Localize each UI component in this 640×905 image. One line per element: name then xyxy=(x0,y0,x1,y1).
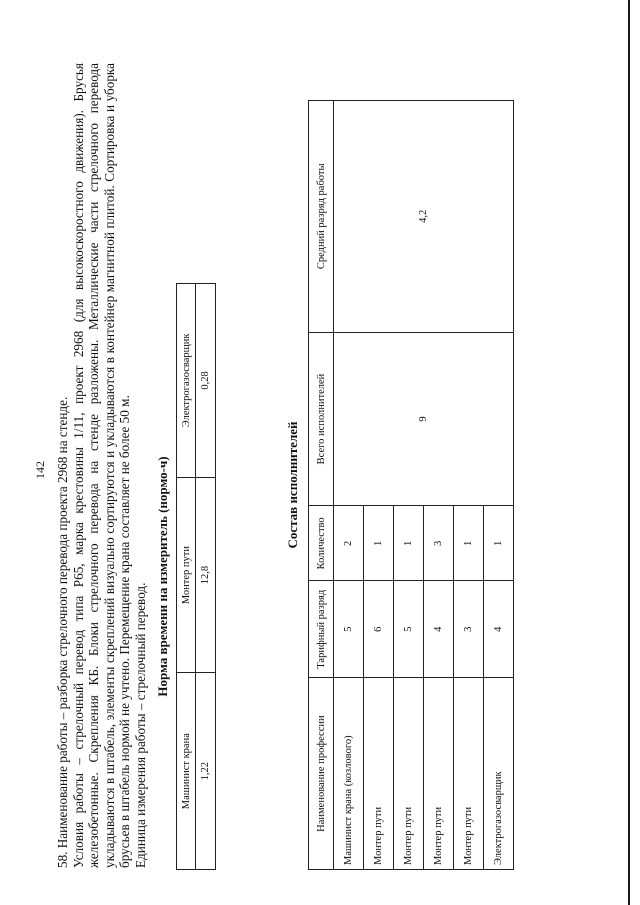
norm-header: Монтер пути xyxy=(177,477,196,673)
profession-cell: Монтер пути xyxy=(424,678,454,870)
count-cell: 1 xyxy=(484,506,514,581)
profession-cell: Монтер пути xyxy=(454,678,484,870)
grade-cell: 3 xyxy=(454,581,484,678)
staff-table xyxy=(308,100,514,870)
grade-cell: 5 xyxy=(334,581,364,678)
staff-header: Количество xyxy=(309,506,334,581)
work-conditions: Условия работы – стрелочный перевод типа Р65, марка крестовины 1/11, проект 2968 (для высокоскоростного движения). Брусья железобетонные. Скрепления КБ. Блоки стрелочного перевода на стенде разложены. Металлические части стрелочного перевода укладываются в штабель, элементы скреплений визуально сортируются и укладываются в контейнер магнитной плитой. Сортировка и уборка брусьев в штабель нормой не учтено. Перемещение крана составляет не более 50 м. xyxy=(70,63,132,868)
norm-value: 1,22 xyxy=(196,673,216,870)
profession-cell: Машинист крана (козлового) xyxy=(334,678,364,870)
count-cell: 1 xyxy=(394,506,424,581)
page-border xyxy=(628,0,630,905)
staff-header: Средний разряд работы xyxy=(309,101,334,333)
staff-table-title: Состав исполнителей xyxy=(285,421,300,549)
profession-cell: Монтер пути xyxy=(364,678,394,870)
grade-cell: 4 xyxy=(424,581,454,678)
staff-header: Всего исполнителей xyxy=(309,332,334,506)
norm-value: 0,28 xyxy=(196,284,216,478)
count-cell: 2 xyxy=(334,506,364,581)
grade-cell: 4 xyxy=(484,581,514,678)
page-number: 142 xyxy=(33,461,47,479)
norm-header: Машинист крана xyxy=(177,673,196,870)
norm-header: Электрогазосварщик xyxy=(177,284,196,478)
profession-cell: Монтер пути xyxy=(394,678,424,870)
grade-cell: 6 xyxy=(364,581,394,678)
norm-value: 12,8 xyxy=(196,477,216,673)
work-unit: Единица измерения работы – стрелочный перевод. xyxy=(132,582,148,868)
intro-text xyxy=(55,63,148,868)
profession-cell: Электрогазосварщик xyxy=(484,678,514,870)
average-grade-cell: 4,2 xyxy=(334,101,514,333)
norm-table xyxy=(176,283,216,870)
staff-header: Тарифный разряд xyxy=(309,581,334,678)
staff-header: Наименование профессии xyxy=(309,678,334,870)
rotated-page xyxy=(33,55,504,870)
count-cell: 1 xyxy=(454,506,484,581)
count-cell: 3 xyxy=(424,506,454,581)
norm-table-title: Норма времени на измеритель (нормо-ч) xyxy=(155,456,170,697)
count-cell: 1 xyxy=(364,506,394,581)
grade-cell: 5 xyxy=(394,581,424,678)
work-name: 58. Наименование работы – разборка стрелочного перевода проекта 2968 на стенде. xyxy=(55,396,70,868)
total-workers-cell: 9 xyxy=(334,332,514,506)
